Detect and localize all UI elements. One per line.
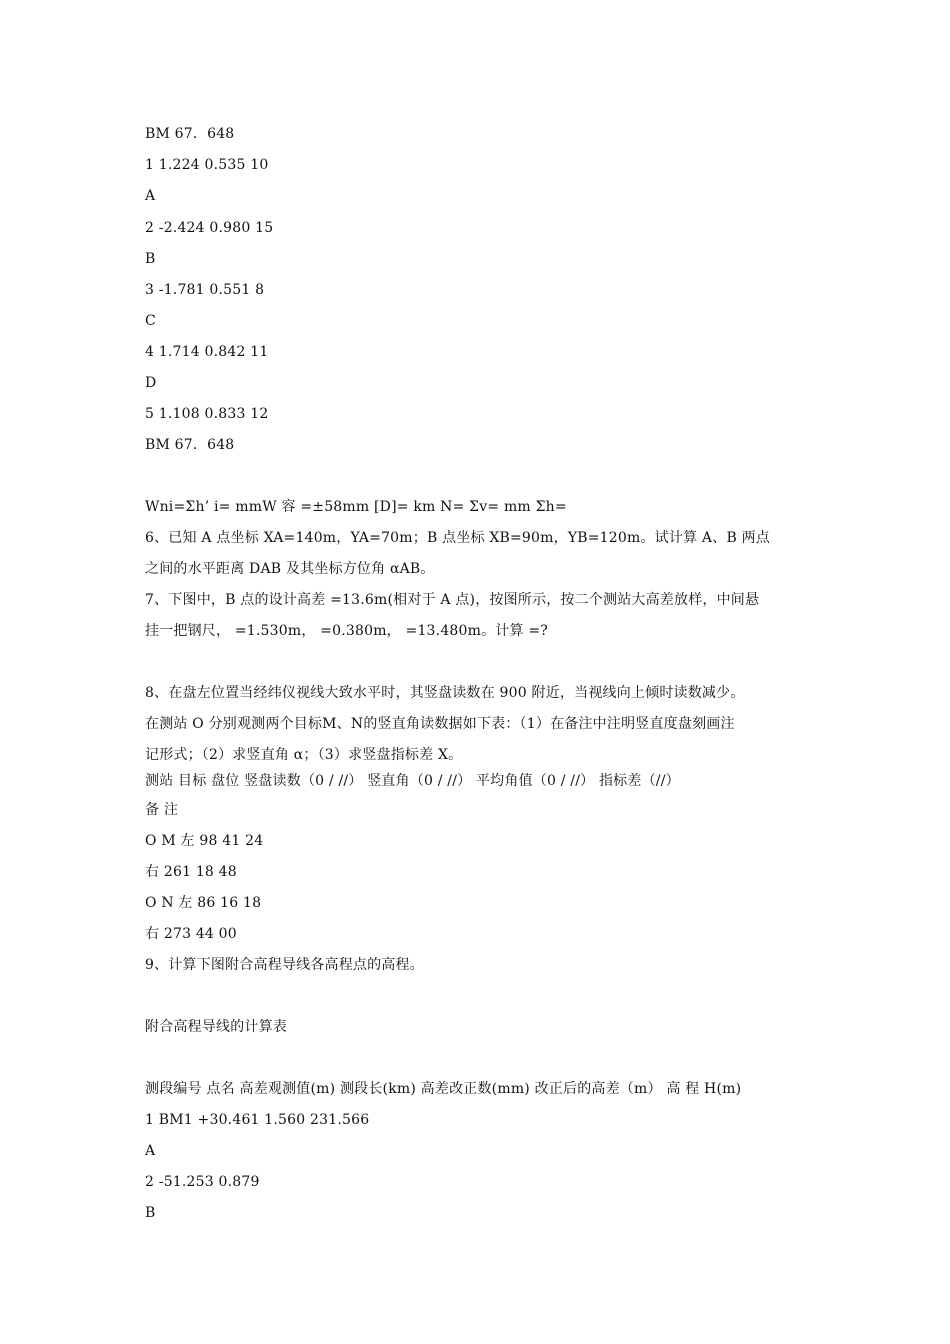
leveling-table-point-a: A xyxy=(145,1143,156,1159)
question-8-line-3: 记形式；（2）求竖直角 α；（3）求竖盘指标差 X。 xyxy=(145,747,463,763)
text-line-row-5: 5 1.108 0.833 12 xyxy=(145,406,269,422)
text-line-summary: Wni=Σh’ i= mmW 容 =±58mm [D]= km N= Σv= mm Σh= xyxy=(145,499,567,515)
angle-table-row-4: 右 273 44 00 xyxy=(145,926,237,942)
text-line-row-4: 4 1.714 0.842 11 xyxy=(145,344,269,360)
text-line-point-d: D xyxy=(145,375,157,391)
leveling-table-point-b: B xyxy=(145,1205,156,1221)
leveling-table-title: 附合高程导线的计算表 xyxy=(145,1019,287,1035)
question-8-line-1: 8、在盘左位置当经纬仪视线大致水平时，其竖盘读数在 900 附近，当视线向上倾时读数减少。 xyxy=(145,685,745,701)
text-line-point-c: C xyxy=(145,313,156,329)
text-line-point-a: A xyxy=(145,188,156,204)
text-line-bm-end: BM 67．648 xyxy=(145,437,235,453)
text-line-row-2: 2 -2.424 0.980 15 xyxy=(145,220,274,236)
question-8-line-2: 在测站 O 分别观测两个目标M、N的竖直角读数据如下表：（1）在备注中注明竖直度盘刻画注 xyxy=(145,716,735,732)
leveling-table-row-2: 2 -51.253 0.879 xyxy=(145,1174,260,1190)
question-7-line-1: 7、下图中，B 点的设计高差 =13.6m(相对于 A 点)，按图所示，按二个测站大高差放样，中间悬 xyxy=(145,592,760,608)
angle-table-row-2: 右 261 18 48 xyxy=(145,864,237,880)
leveling-table-row-1: 1 BM1 +30.461 1.560 231.566 xyxy=(145,1112,370,1128)
angle-table-header-note: 备 注 xyxy=(145,802,179,818)
angle-table-row-1: O M 左 98 41 24 xyxy=(145,833,264,849)
text-line-point-b: B xyxy=(145,251,156,267)
angle-table-header: 测站 目标 盘位 竖盘读数（0 / //） 竖直角（0 / //） 平均角值（0 / //） 指标差（//） xyxy=(145,773,680,789)
question-6-line-2: 之间的水平距离 DAB 及其坐标方位角 αAB。 xyxy=(145,561,435,577)
text-line-row-1: 1 1.224 0.535 10 xyxy=(145,157,269,173)
text-line-bm-start: BM 67．648 xyxy=(145,126,235,142)
question-7-line-2: 挂一把钢尺， =1.530m， =0.380m， =13.480m。计算 =? xyxy=(145,623,548,639)
question-9-line: 9、计算下图附合高程导线各高程点的高程。 xyxy=(145,957,424,973)
question-6-line-1: 6、已知 A 点坐标 XA=140m，YA=70m；B 点坐标 XB=90m，YB=120m。试计算 A、B 两点 xyxy=(145,530,770,546)
leveling-table-header: 测段编号 点名 高差观测值(m) 测段长(km) 高差改正数(mm) 改正后的高差（m） 高 程 H(m) xyxy=(145,1081,742,1097)
angle-table-row-3: O N 左 86 16 18 xyxy=(145,895,262,911)
text-line-row-3: 3 -1.781 0.551 8 xyxy=(145,282,265,298)
